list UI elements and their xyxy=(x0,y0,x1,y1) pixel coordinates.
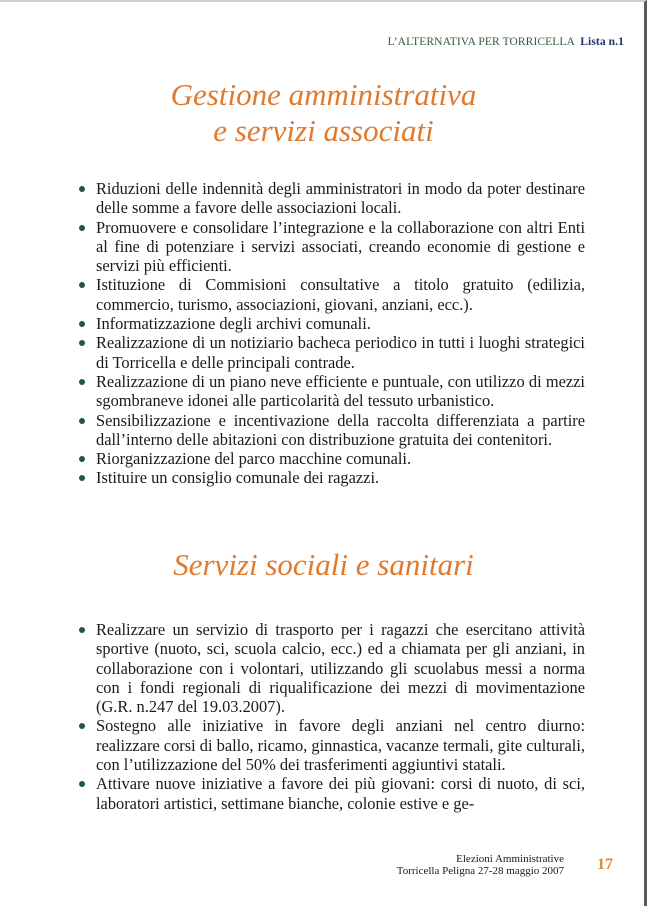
list-label: Lista n.1 xyxy=(580,36,624,48)
running-title: L’ALTERNATIVA PER TORRICELLA xyxy=(387,36,575,48)
list-item: Attivare nuove iniziative a favore dei più giovani: corsi di nuoto, di sci, laboratori artistici, settimane bianche, colonie estive e ge- xyxy=(77,774,585,813)
list-item: Realizzare un servizio di trasporto per i ragazzi che esercitano attività sportive (nuoto, sci, scuola calcio, ecc.) ed a chiamata per gli anziani, in collaborazione con i volontari, utilizzando gli scuolabus messi a norma con i fondi regionali di riqualificazione dei mezzi di movimentazione (G.R. n.247 del 19.03.2007). xyxy=(77,620,585,716)
bullet-icon xyxy=(79,475,85,481)
list-item: Istituire un consiglio comunale dei ragazzi. xyxy=(77,468,585,487)
bullet-icon xyxy=(79,282,85,288)
section-title-servizi-sociali xyxy=(0,547,647,583)
bullet-icon xyxy=(79,723,85,729)
list-item: Sensibilizzazione e incentivazione della raccolta differenziata a partire dall’interno delle abitazioni con distribuzione gratuita dei contenitori. xyxy=(77,411,585,450)
page-footer xyxy=(397,853,564,877)
section-title-line: e servizi associati xyxy=(213,113,434,148)
bullet-icon xyxy=(79,321,85,327)
section-title-gestione xyxy=(0,77,647,149)
bullet-icon xyxy=(79,456,85,462)
list-item: Realizzazione di un notiziario bacheca periodico in tutti i luoghi strategici di Torricella e delle principali contrade. xyxy=(77,333,585,372)
bullet-icon xyxy=(79,379,85,385)
bullet-list-gestione xyxy=(77,179,585,488)
list-item: Informatizzazione degli archivi comunali. xyxy=(77,314,585,333)
list-item: Promuovere e consolidare l’integrazione e la collaborazione con altri Enti al fine di potenziare i servizi associati, creando economie di gestione e servizi più efficienti. xyxy=(77,218,585,276)
bullet-icon xyxy=(79,627,85,633)
list-item: Riduzioni delle indennità degli amministratori in modo da poter destinare delle somme a favore delle associazioni locali. xyxy=(77,179,585,218)
bullet-icon xyxy=(79,781,85,787)
bullet-icon xyxy=(79,340,85,346)
footer-line-1: Elezioni Amministrative xyxy=(456,853,564,865)
bullet-icon xyxy=(79,418,85,424)
bullet-icon xyxy=(79,186,85,192)
list-item: Riorganizzazione del parco macchine comunali. xyxy=(77,449,585,468)
section-title-line: Gestione amministrativa xyxy=(170,77,477,112)
bullet-icon xyxy=(79,225,85,231)
list-item: Realizzazione di un piano neve efficiente e puntuale, con utilizzo di mezzi sgombraneve idonei alle particolarità del tessuto urbanistico. xyxy=(77,372,585,411)
running-header xyxy=(388,36,624,48)
section-title-line: Servizi sociali e sanitari xyxy=(173,547,474,582)
footer-line-2: Torricella Peligna 27-28 maggio 2007 xyxy=(396,865,564,877)
page-number: 17 xyxy=(597,856,613,873)
list-item: Istituzione di Commisioni consultative a titolo gratuito (edilizia, commercio, turismo, associazioni, giovani, anziani, ecc.). xyxy=(77,275,585,314)
list-item: Sostegno alle iniziative in favore degli anziani nel centro diurno: realizzare corsi di ballo, ricamo, ginnastica, vacanze termali, gite culturali, con l’utilizzazione del 50% dei trasferimenti aggiuntivi statali. xyxy=(77,716,585,774)
bullet-list-servizi-sociali xyxy=(77,620,585,813)
